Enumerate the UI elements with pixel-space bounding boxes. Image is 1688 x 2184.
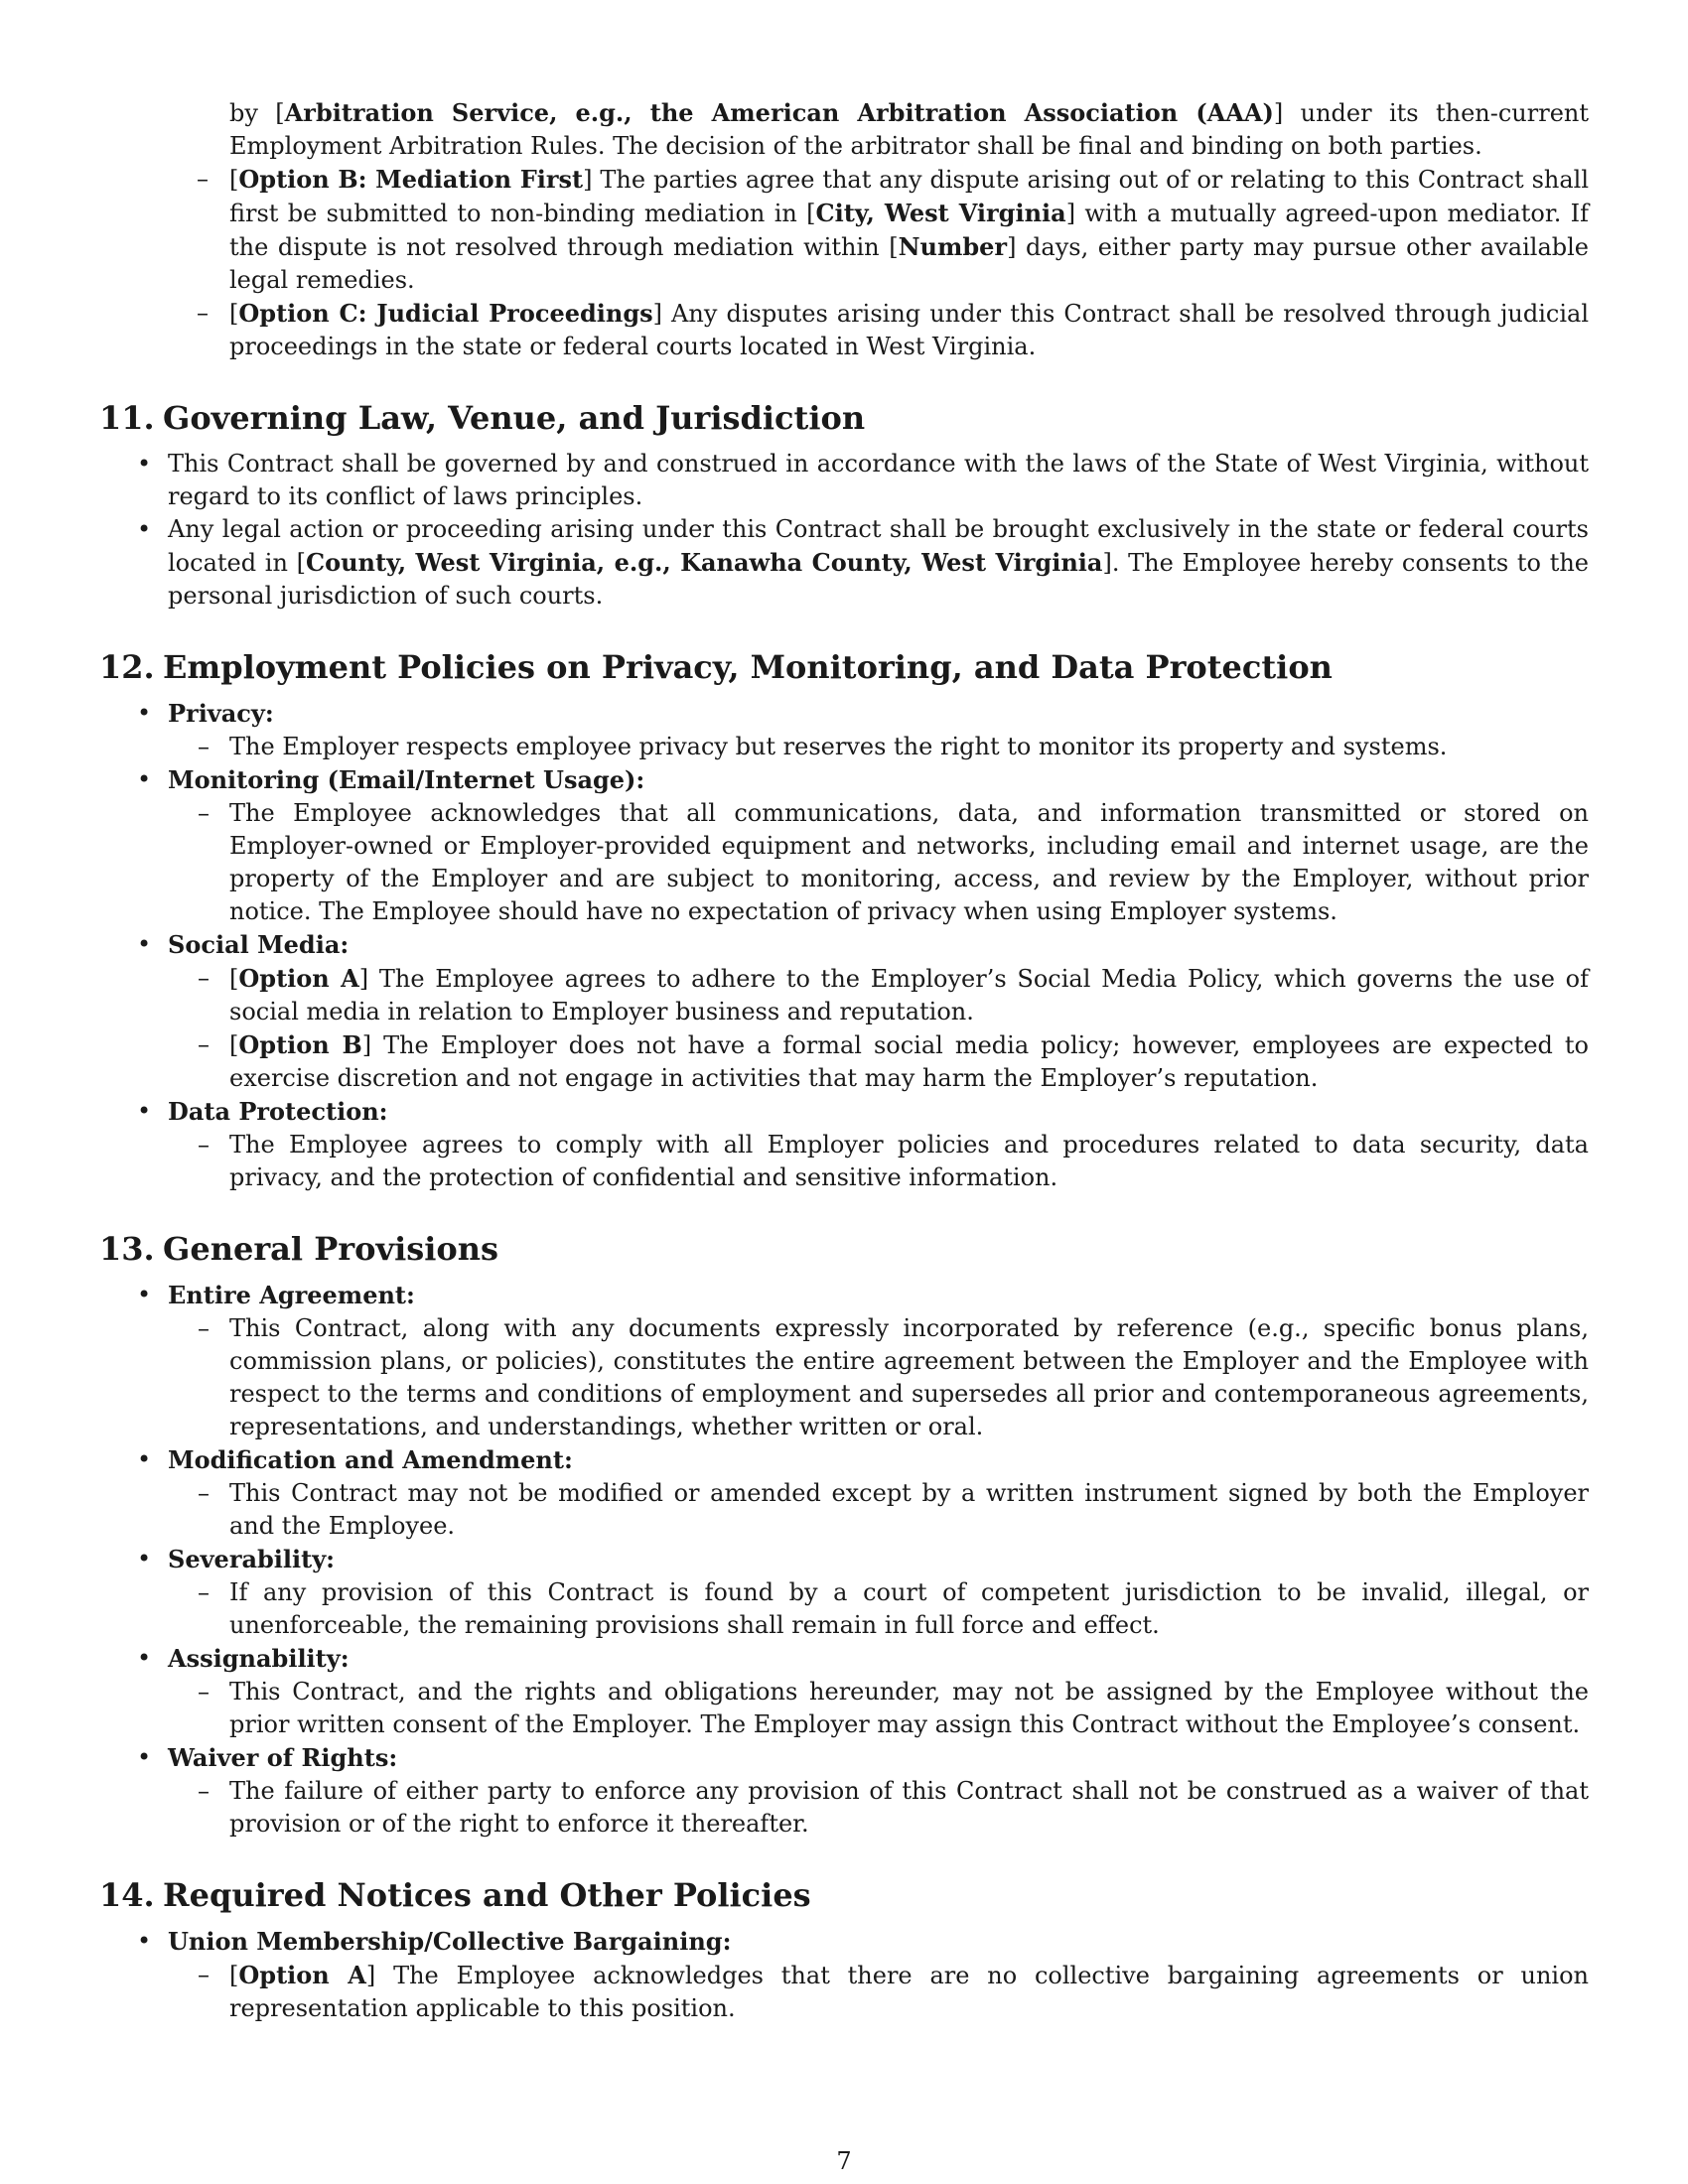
text: ] days, either party may pursue other available legal remedies.: [229, 233, 1590, 294]
sub-list-item: [168, 1477, 1589, 1543]
section-12-heading: [99, 647, 1589, 687]
text: ] The Employee agrees to adhere to the Employer’s Social Media Policy, which governs the use of social media in relation to Employer business and reputation.: [229, 965, 1589, 1025]
sub-list-item: – [Option B] The Employer does not have a formal social media policy; however, employees are expected to exercise discretion and not engage in activities that may harm the Employer’s reputation.: [168, 1028, 1589, 1095]
section-11-heading: [99, 398, 1589, 438]
waiver-heading: Waiver of Rights:: [168, 1743, 398, 1772]
sub-list: [168, 1576, 1589, 1642]
text: ]. The Employee hereby consents to the personal jurisdiction of such courts.: [168, 549, 1590, 610]
section-14-heading: [99, 1875, 1589, 1915]
sub-list-item: [168, 1676, 1589, 1741]
section-11-list: [99, 448, 1589, 613]
section-13-list: [99, 1279, 1589, 1841]
assignability-heading: Assignability:: [168, 1644, 350, 1673]
text: This Contract, and the rights and obligations hereunder, may not be assigned by the Employee without the prior written consent of the Employer. The Employer may assign this Contract without the Employee’s consent.: [229, 1678, 1589, 1738]
section-title: Required Notices and Other Policies: [163, 1876, 811, 1914]
data-protection-heading: Data Protection:: [168, 1097, 388, 1126]
entire-agreement-heading: Entire Agreement:: [168, 1281, 415, 1309]
list-item: [99, 1443, 1589, 1543]
section-13-heading: [99, 1229, 1589, 1269]
section-number: 13.: [99, 1230, 155, 1268]
sub-list: [168, 1959, 1589, 2025]
sub-list: [168, 1129, 1589, 1194]
social-media-heading: Social Media:: [168, 930, 350, 959]
sub-list-item: [168, 1576, 1589, 1642]
sub-list-item: [168, 1129, 1589, 1194]
text: This Contract may not be modified or amended except by a written instrument signed by both the Employer and the Employee.: [229, 1479, 1589, 1540]
list-item: [99, 1925, 1589, 2025]
sub-list: [168, 797, 1589, 928]
placeholder-city: City, West Virginia: [815, 199, 1066, 227]
list-item: [99, 1741, 1589, 1841]
modification-heading: Modification and Amendment:: [168, 1445, 573, 1474]
section-number: 12.: [99, 648, 155, 686]
list-item: [99, 697, 1589, 763]
sub-list: [168, 962, 1589, 1095]
placeholder-number: Number: [898, 232, 1008, 261]
list-item: [99, 763, 1589, 928]
sub-list: [168, 1312, 1589, 1443]
text: If any provision of this Contract is found by a court of competent jurisdiction to be invalid, illegal, or unenforceable, the remaining provisions shall remain in full force and effect.: [229, 1578, 1589, 1639]
section-12-list: [99, 697, 1589, 1194]
monitoring-heading: Monitoring (Email/Internet Usage):: [168, 765, 645, 794]
text: ] The parties agree that any dispute arising out of or relating to this Contract shall first be submitted to non-binding mediation in [: [229, 166, 1589, 227]
list-item: [99, 1279, 1589, 1443]
sub-list: [168, 1676, 1589, 1741]
text: This Contract, along with any documents expressly incorporated by reference (e.g., specific bonus plans, commission plans, or policies), constitutes the entire agreement between the Employer and the Employee with respect to the terms and conditions of employment and supersedes all prior and contemporaneous agreements, representations, and understandings, whether written or oral.: [229, 1314, 1589, 1440]
severability-heading: Severability:: [168, 1545, 336, 1573]
sub-list-item: [168, 1775, 1589, 1841]
placeholder-arbitration-service: Arbitration Service, e.g., the American Arbitration Association (AAA): [284, 98, 1274, 127]
section-number: 11.: [99, 399, 155, 437]
option-b-mediation: – [Option B: Mediation First] The parties agree that any dispute arising out of or relating to this Contract shall first be submitted to non-binding mediation in [City, West Virginia] with a mutually agreed-upon mediator. If the dispute is not resolved through mediation within [Number] days, either party may pursue other available legal remedies.: [99, 163, 1589, 297]
text: The Employer respects employee privacy but reserves the right to monitor its property and systems.: [229, 733, 1448, 760]
text: ] The Employer does not have a formal social media policy; however, employees are expected to exercise discretion and not engage in activities that may harm the Employer’s reputation.: [229, 1031, 1589, 1092]
section-title: Employment Policies on Privacy, Monitoring, and Data Protection: [163, 648, 1333, 686]
privacy-heading: Privacy:: [168, 699, 274, 728]
text: ] under its then-current Employment Arbitration Rules. The decision of the arbitrator shall be final and binding on both parties.: [229, 99, 1590, 160]
text: This Contract shall be governed by and construed in accordance with the laws of the State of West Virginia, without regard to its conflict of laws principles.: [168, 450, 1589, 510]
sub-list-item: – [Option A] The Employee agrees to adhere to the Employer’s Social Media Policy, which governs the use of social media in relation to Employer business and reputation.: [168, 962, 1589, 1028]
section-title: General Provisions: [163, 1230, 499, 1268]
option-c-judicial: – [Option C: Judicial Proceedings] Any disputes arising under this Contract shall be resolved through judicial proceedings in the state or federal courts located in West Virginia.: [99, 297, 1589, 363]
text: ] with a mutually agreed-upon mediator. If the dispute is not resolved through mediation within [: [229, 200, 1590, 261]
list-item: [99, 1543, 1589, 1642]
page-content: [99, 96, 1589, 2025]
section-title: Governing Law, Venue, and Jurisdiction: [163, 399, 866, 437]
option-a-label: Option A: [238, 964, 359, 993]
page-number: 7: [836, 2147, 852, 2175]
option-a-label: Option A: [238, 1961, 366, 1989]
list-item: [99, 1642, 1589, 1741]
sub-list-item: [168, 1312, 1589, 1443]
dispute-resolution-continued: [99, 96, 1589, 363]
list-item: [99, 1095, 1589, 1194]
option-b-label: Option B: Mediation First: [238, 165, 584, 194]
sub-list: [168, 731, 1589, 763]
text: by [: [229, 99, 285, 127]
sub-list-item: [168, 797, 1589, 928]
sub-list: [168, 1477, 1589, 1543]
sub-list-item: [168, 731, 1589, 763]
union-membership-heading: Union Membership/Collective Bargaining:: [168, 1927, 732, 1956]
option-a-continuation: [99, 96, 1589, 163]
list-item: [99, 513, 1589, 613]
text: The Employee agrees to comply with all Employer policies and procedures related to data security, data privacy, and the protection of confidential and sensitive information.: [229, 1131, 1589, 1191]
option-b-label: Option B: [238, 1030, 362, 1059]
text: ] Any disputes arising under this Contract shall be resolved through judicial proceedings in the state or federal courts located in West Virginia.: [229, 300, 1590, 360]
text: The Employee acknowledges that all communications, data, and information transmitted or stored on Employer-owned or Employer-provided equipment and networks, including email and internet usage, are the property of the Employer and are subject to monitoring, access, and review by the Employer, without prior notice. The Employee should have no expectation of privacy when using Employer systems.: [229, 799, 1589, 925]
list-item: [99, 448, 1589, 513]
text: The failure of either party to enforce any provision of this Contract shall not be construed as a waiver of that provision or of the right to enforce it thereafter.: [229, 1777, 1589, 1838]
list-item: [99, 928, 1589, 1095]
section-14-list: [99, 1925, 1589, 2025]
text: ] The Employee acknowledges that there are no collective bargaining agreements or union representation applicable to this position.: [229, 1962, 1589, 2022]
option-c-label: Option C: Judicial Proceedings: [238, 299, 653, 328]
text: Any legal action or proceeding arising under this Contract shall be brought exclusively in the state or federal courts located in [: [168, 515, 1589, 577]
placeholder-county: County, West Virginia, e.g., Kanawha County, West Virginia: [306, 548, 1103, 577]
sub-list: [168, 1775, 1589, 1841]
sub-list-item: – [Option A] The Employee acknowledges that there are no collective bargaining agreements or union representation applicable to this position.: [168, 1959, 1589, 2025]
section-number: 14.: [99, 1876, 155, 1914]
